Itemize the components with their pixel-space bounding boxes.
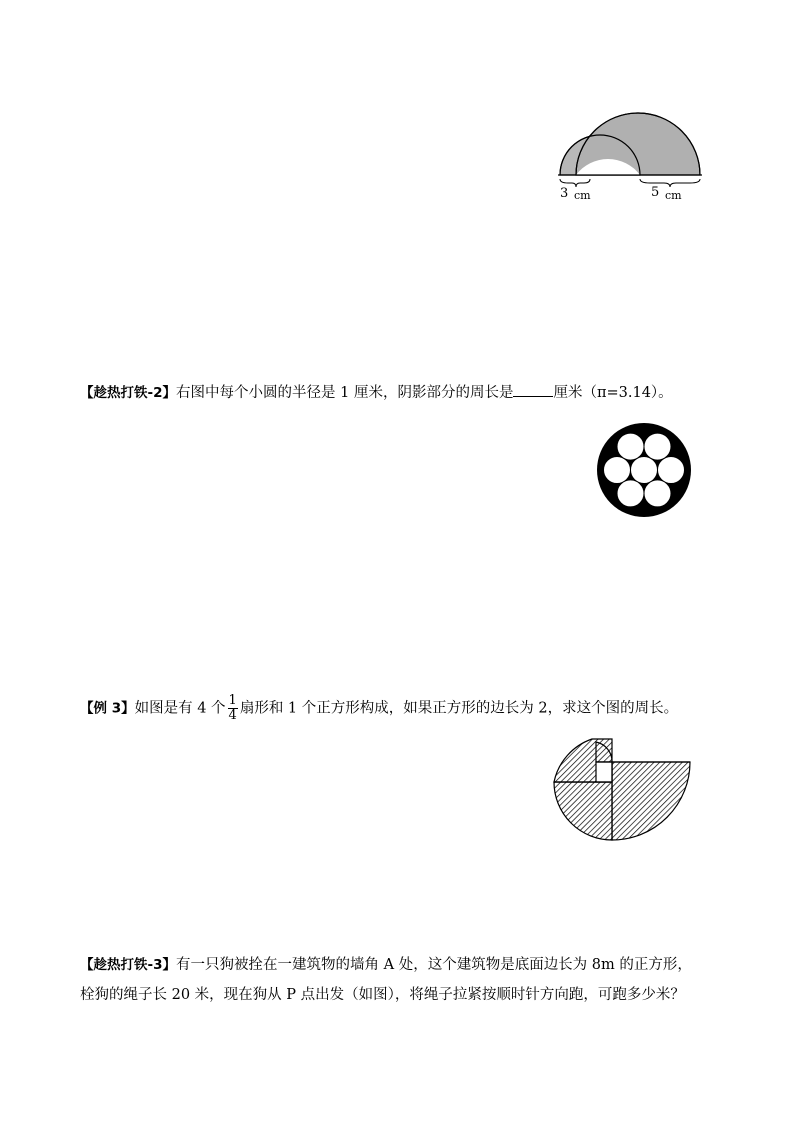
problem-2-text-end: 厘米（π=3.14）。: [553, 385, 673, 401]
answer-blank: [513, 382, 553, 397]
sectors-figure: [546, 734, 696, 846]
problem-2-text: 右图中每个小圆的半径是 1 厘米，阴影部分的周长是: [176, 385, 514, 401]
problem-4-tag: 【趁热打铁-3】: [80, 957, 176, 973]
small-circle: [631, 457, 658, 484]
right-brace: [640, 179, 700, 187]
label-5: 5: [651, 185, 660, 200]
problem-3-text-a: 如图是有 4 个: [134, 700, 226, 717]
fraction-quarter: $\frac{1}{4}$: [228, 693, 237, 723]
small-circle: [644, 433, 671, 460]
center-square: [596, 762, 612, 782]
problem-3-tag: 【例 3】: [80, 700, 135, 717]
label-cm-left: cm: [574, 189, 591, 202]
problem-2-tag: 【趁热打铁-2】: [80, 385, 176, 401]
problem-2: [80, 379, 673, 407]
problem-4-line2: 栓狗的绳子长 20 米，现在狗从 P 点出发（如图），将绳子拉紧按顺时针方向跑，可跑多少米？: [80, 987, 685, 1003]
small-circle: [604, 457, 631, 484]
sector-large: [612, 762, 690, 840]
small-circle: [617, 433, 644, 460]
problem-3-text-b: 扇形和 1 个正方形构成，如果正方形的边长为 2，求这个图的周长。: [239, 700, 679, 717]
label-3: 3: [560, 186, 569, 201]
semicircles-figure: [552, 105, 712, 205]
problem-4-line1: 有一只狗被拴在一建筑物的墙角 A 处，这个建筑物是底面边长为 8m 的正方形，: [176, 957, 692, 973]
label-cm-right: cm: [665, 189, 682, 202]
problem-3: [80, 694, 678, 723]
problem-4: [80, 951, 692, 1009]
small-circle: [644, 480, 671, 507]
circles-figure: [596, 422, 692, 518]
sector-left-bottom: [554, 782, 612, 840]
small-circle: [658, 457, 685, 484]
small-circle: [617, 480, 644, 507]
